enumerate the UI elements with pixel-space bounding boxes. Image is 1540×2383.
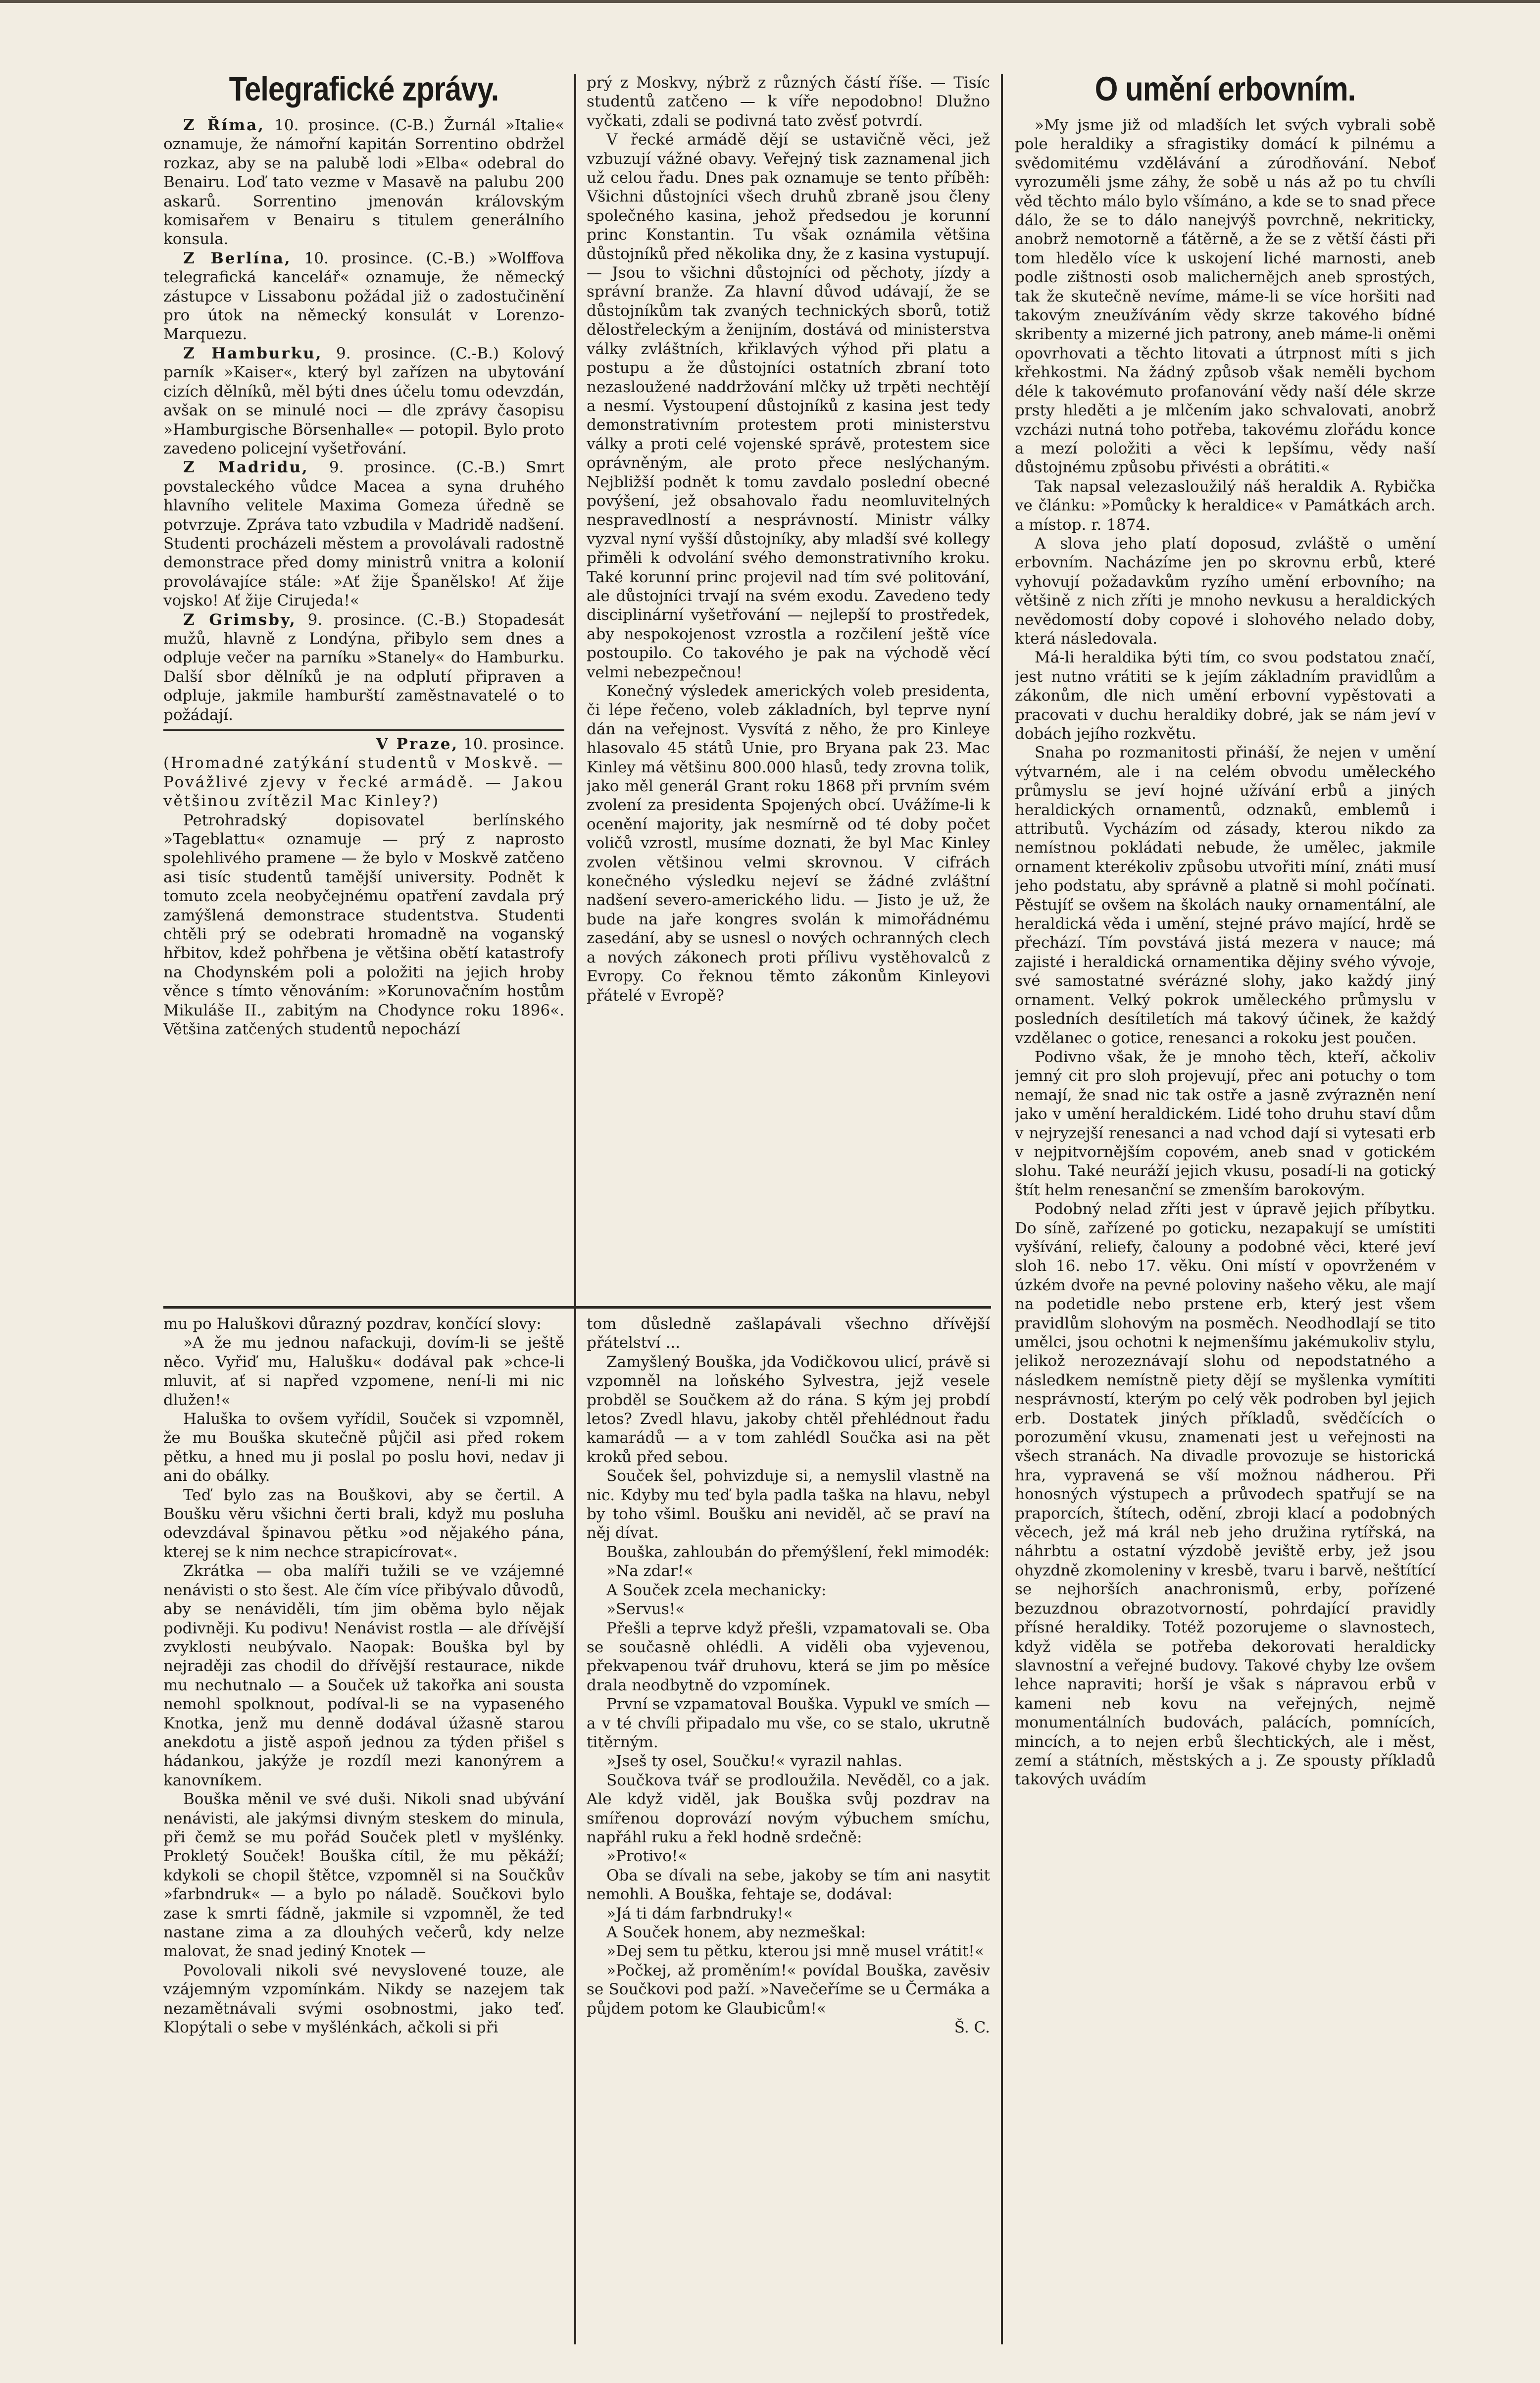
news-grimsby xyxy=(163,610,564,724)
feuilleton-2-para-5: »Na zdar!« xyxy=(606,1562,694,1580)
city-rome: Z Říma, xyxy=(183,116,265,134)
praha-subtitle: (Hromadné zatýkání studentů v Moskvě. — Povážlivé zjevy v řecké armádě. — Jakou většinou zvítězil Mac Kinley?) xyxy=(163,754,564,811)
heraldry-para-6: Podivno však, že je mnoho těch, kteří, ačkoliv jemný cit pro sloh projevují, přec ani potuchy o tom nemají, že snad nic tak ostře a jasně zvýrazněn není jako v umění heraldickém. Lidé toho druhu staví dům v nejryzejší renesanci a nad vchod dají si vytesati erb v nejpitvornějším copovém, aneb snad v gotickém slohu. Také neuráží jejich vkusu, posadí-li na gotický štít helm renesanční se zmenším barokovým. xyxy=(1015,1048,1436,1199)
feuilleton-2-para-10: »Jseš ty osel, Součku!« vyrazil nahlas. xyxy=(606,1752,902,1771)
news-grimsby-text: 9. prosince. (C.-B.) Stopadesát mužů, hlavně z Londýna, přibylo sem dnes a odpluje večer na parníku »Stanely« do Hamburku. Další sbor dělníků je na odplutí připraven a odpluje, jakmile hamburští zaměstnavatelé o to požádají. xyxy=(163,610,564,724)
heraldry-para-3: A slova jeho platí doposud, zvláště o umění erbovním. Nacházíme jen po skrovnu erbů, které vyhovují požadavkům ryzího umění erbovního; na většině z nich zříti je mnoho nevkusu a heraldických nevědomostí doby copové i slohového nelado doby, která následovala. xyxy=(1015,534,1436,648)
news-rome-text: 10. prosince. (C-B.) Žurnál »Italie« oznamuje, že námořní kapitán Sorrentino obdržel rozkaz, aby se na palubě lodi »Elba« odebral do Benairu. Loď tato vezme v Masavě na palubu 200 askarů. Sorrentino jmenován královským komisařem v Benairu s titulem generálního konsula. xyxy=(163,116,564,249)
feuilleton-2-para-13: Oba se dívali na sebe, jakoby se tím ani nasytit nemohli. A Bouška, fehtaje se, dodával: xyxy=(587,1866,990,1904)
feuilleton-2-para-7: »Servus!« xyxy=(606,1600,685,1619)
feuilleton-2-para-17: »Počkej, až proměním!« povídal Bouška, zavěsiv se Součkovi pod paží. »Navečeříme se u Čermáka a půjdem potom ke Glaubicům!« xyxy=(587,1961,990,2018)
feuilleton-2-para-12: »Protivo!« xyxy=(606,1847,688,1866)
news-continued-column xyxy=(587,73,990,1299)
news-hamburg-text: 9. prosince. (C.-B.) Kolový parník »Kaiser«, který byl zařízen na ubytování cizích dělníků, měl býti dnes účelu tomu odevzdán, avšak on se minulé noci — dle zprávy časopisu »Hamburgische Börsenhalle« — potopil. Bylo proto zavedeno policejní vyšetřování. xyxy=(163,344,564,457)
feuilleton-1-para-6: Bouška měnil ve své duši. Nikoli snad ubývání nenávisti, ale jakýmsi divným steskem do minula, při čemž se mu pořád Souček pletl v myšlénky. Prokletý Souček! Bouška cítil, že mu pěkáží; kdykoli se chopil štětce, vzpomněl si na Součkův »farbndruk« — a bylo po náladě. Součkovi bylo zase k smrti fádně, jakmile si vzpomněl, že teď nastane zima a za dlouhých večerů, kdy nelze malovat, že snad jediný Knotek — xyxy=(163,1790,564,1961)
heraldry-para-7: Podobný nelad zříti jest v úpravě jejich příbytku. Do síně, zařízené po goticku, nezapakují se umístiti vyšívání, reliefy, čalouny a podobné věci, které jeví sloh 16. nebo 17. věku. Oni místí v opovrženém v úzkém dvoře na pevné poloviny našeho věku, ale mají na podetidle nebo prstene erb, který jest všem pravidlům slohovým na posměch. Neodhodlají se tito umělci, jsou ochotni k nejmenšímu jakémukoliv stylu, jelikož nerozeznávají slohu od nepodstatného a následkem nemístně piety dějí se myšlenka vymítiti nesprávností, kterým po celý věk podroben byl jejich erb. Dostatek jiných příkladů, svědčících o porozumění vkusu, znamenati jest u veřejnosti na všech stranách. Na divadle provozuje se historická hra, vypravená se vší možnou nádherou. Při honosných výstupech a průvodech spatřují se na praporcích, štítech, odění, zbroji klací a podobných věcech, jež má král neb jeho družina rytířská, na náhrbtu a ostatní výzdobě jeviště erby, jež jsou ohyzdně zkomoleniny v kresbě, tvaru i barvě, neštítící se nejhorších anachronismů, erby, pořízené bezuzdnou obrazotvorností, pohrdající pravidly přísné heraldiky. Totéž pozorujeme o slavnostech, když viděla se potřeba dekorovati heraldicky slavnostní a veřejné budovy. Takové chyby lze ovšem lehce napraviti; horší je však s nápravou erbů v kameni neb kovu na veřejných, nejmě monumentálních budovách, palácích, pomnících, mincích, a to nejen erbů šlechtických, ale i měst, zemí a státních, městských a j. Ze spousty příkladů takových uvádím xyxy=(1015,1200,1436,1789)
feuilleton-2-para-6: A Souček zcela mechanicky: xyxy=(606,1581,827,1599)
city-berlin: Z Berlína, xyxy=(183,249,292,267)
news-berlin-text: 10. prosince. (C.-B.) »Wolffova telegrafická kancelář« oznamuje, že německý zástupce v Lissabonu požádal již o zadostučinění pro útok na německý konsulát v Lorenzo-Marquezu. xyxy=(163,249,564,344)
column-rule-2 xyxy=(1001,74,1003,2344)
heraldry-article-column xyxy=(1015,73,1436,2346)
news-berlin xyxy=(163,249,564,344)
feuilleton-1-para-1: mu po Haluškovi důrazný pozdrav, končící slovy: xyxy=(163,1315,542,1333)
feuilleton-2-para-2: Zamyšlený Bouška, jda Vodičkovou ulicí, právě si vzpomněl na loňského Sylvestra, jejž vesele probděl se Součkem až do rána. S kým jej probdí letos? Zvedl hlavu, jakoby chtěl přehlédnout řadu kamarádů — a v tom zahlédl Součka asi na pět kroků před sebou. xyxy=(587,1353,990,1466)
heraldry-para-1: »My jsme již od mladších let svých vybrali sobě pole heraldiky a sfragistiky domácí k pilnému a svědomitému vzdělávání a zúrodňování. Neboť vyrozuměli jsme záhy, že sobě u nás až po tu chvíli věd těchto málo bylo všímáno, a kde se to snad přece dálo, že se to dálo nanejvýš povrchně, nekriticky, anobrž nemotorně a ťátěrně, a že se z větší části při tom hledělo více k uskojení liché marnosti, aneb podle zištnosti osob malichernějch aneb sprostých, tak že skutečně nevíme, máme-li se více horšiti nad takovým zneužíváním vědy skrze takového bídné skribenty a mizerné jich patrony, aneb máme-li oněmi opovrhovati a těchto litovati a útrpnost míti s jich křehkostmi. Na žádný způsob však neměli bychom déle k takovémuto profanování vědy naší déle skrze prsty hleděti a je mlčením jako schvalovati, anobrž vzcházi nutná toho potřeba, takovému zlořádu konce a mezí položiti a věci k lepšímu, vědy naší důstojnému způsobu přivésti a obrátiti.« xyxy=(1015,116,1436,477)
feuilleton-2-para-11: Součkova tvář se prodloužila. Nevěděl, co a jak. Ale když viděl, jak Bouška svůj pozdrav na smířenou doprovází novým výbuchem smíchu, napřáhl ruku a řekl hodně srdečně: xyxy=(587,1771,990,1846)
feuilleton-2-para-14: »Já ti dám farbndruky!« xyxy=(606,1904,793,1923)
feuilleton-column-1 xyxy=(163,1315,564,2344)
feuilleton-2-para-16: »Dej sem tu pětku, kterou jsi mně musel vrátit!« xyxy=(606,1942,984,1961)
praha-date: 10. prosince. xyxy=(458,735,564,753)
news-moscow-end: prý z Moskvy, nýbrž z různých částí říše. — Tisíc studentů zatčeno — k víře nepodobno! Dlužno vyčkati, zdali se podivná tato zvěsť potvrdí. xyxy=(587,74,990,130)
feuilleton-1-para-5: Zkrátka — oba malíři tužili se ve vzájemné nenávisti o sto šest. Ale čím více přibývalo důvodů, aby se nenáviděli, tím jim oběma bylo nějak podivněji. Ku podivu! Nenávist rostla — ale dřívější zvyklosti neubývalo. Naopak: Bouška byl by nejraději zas chodil do dřívější restaurace, nikde mu nechutnalo — a Souček už takořka ani sousta nemohl spolknout, podíval-li se na vypaseného Knotka, jenž mu denně dodával úžasně starou anekdotu a jistě aspoň jednou za týden přišel s hádankou, jakýže je rozdíl mezi kanonýrem a kanovníkem. xyxy=(163,1562,564,1789)
feuilleton-2-para-3: Souček šel, pohvizduje si, a nemyslil vlastně na nic. Kdyby mu teď byla padla taška na hlavu, nebyl by toho všiml. Boušku ani neviděl, ač se praví na něj dívat. xyxy=(587,1467,990,1542)
praha-heading xyxy=(163,735,564,754)
city-praha: V Praze, xyxy=(376,735,459,753)
praha-divider xyxy=(163,729,564,731)
news-hamburg xyxy=(163,344,564,458)
feuilleton-1-para-3: Haluška to ovšem vyřídil, Souček si vzpomněl, že mu Bouška skutečně půjčil asi před rokem pětku, a hned mu ji poslal po poslu hovi, nedav ji ani do obálky. xyxy=(163,1410,564,1485)
city-grimsby: Z Grimsby, xyxy=(183,610,297,629)
heraldry-para-4: Má-li heraldika býti tím, co svou podstatou značí, jest nutno vrátiti se k jejím základním pravidlům a zákonům, dle nich umění erbovní vypěstovati a pracovati v duchu heraldiky dobré, jak se nám jeví v dobách jejího rozkvětu. xyxy=(1015,649,1436,743)
feuilleton-signature: Š. C. xyxy=(954,2019,990,2037)
news-rome xyxy=(163,116,564,249)
column-rule-1 xyxy=(574,74,576,2344)
telegraph-column xyxy=(163,73,564,1299)
feuilleton-1-para-4: Teď bylo zas na Bouškovi, aby se čertil. A Boušku věru všichni čerti brali, když mu posluha odevzdával špinavou pětku »od nějakého pána, kterej se k nim nechce strapicírovat«. xyxy=(163,1486,564,1561)
city-madrid: Z Madridu, xyxy=(183,458,309,477)
feuilleton-2-para-9: První se vzpamatoval Bouška. Vypukl ve smích — a v té chvíli připadalo mu vše, co se stalo, ukrutně titěrným. xyxy=(587,1695,990,1751)
top-border xyxy=(0,0,1540,3)
city-hamburg: Z Hamburku, xyxy=(183,344,323,362)
heraldry-para-5: Snaha po rozmanitosti přináší, že nejen v umění výtvarném, ale i na celém obvodu uměleckého průmyslu se jeví hojné užívání erbů a jiných heraldických ornamentů, odznaků, emblemů i attributů. Vycházím od zásady, kterou nikdo za nemístnou pokládati nebude, že umělec, jakmile ornament kterékoliv způsobu utvořiti míní, znáti musí jeho podstatu, aby správně a platně si mohl počínati. Pěstujíť se ovšem na školách nauky ornamentální, ale heraldická věda i umění, stejné právo mající, hrdě se přechází. Tím povstává jistá mezera v nauce; má zajisté i heraldická ornamentika dějiny svého vývoje, své samostatné svérázné slohy, jako každý jiný ornament. Velký pokrok uměleckého průmyslu v posledních desítiletích má takový účinek, že každý vzdělanec o gotice, renesanci a rokoku jest poučen. xyxy=(1015,744,1436,1047)
feuilleton-1-para-2: »A že mu jednou nafackuji, dovím-li se ještě něco. Vyřiď mu, Halušku« dodával pak »chce-li mluvit, ať si napřed vzpomene, není-li mi nic dlužen!« xyxy=(163,1334,564,1409)
heraldry-para-2: Tak napsal velezasloužilý náš heraldik A. Rybička ve článku: »Pomůcky k heraldice« v Památkách arch. a místop. r. 1874. xyxy=(1015,477,1436,534)
feuilleton-2-para-1: tom důsledně zašlapávali všechno dřívější přátelství ... xyxy=(587,1315,990,1352)
telegraph-title: Telegrafické zprávy. xyxy=(229,73,499,108)
feuilleton-2-para-15: A Souček honem, aby nezmeškal: xyxy=(606,1924,866,1941)
heraldry-title: O umění erbovním. xyxy=(1094,73,1356,108)
news-madrid-text: 9. prosince. (C.-B.) Smrt povstaleckého vůdce Macea a syna druhého hlavního velitele Maxima Gomeza úředně se potvrzuje. Zpráva tato vzbudila v Madridě nadšení. Studenti procházeli městem a provolávali radostně demonstrace před domy ministrů vnitra a kolonií provolávajíce stále: »Ať žije Španělsko! Ať žije vojsko! Ať žije Cirujeda!« xyxy=(163,458,564,610)
news-greek-army: V řecké armádě dějí se ustavičně věci, jež vzbuzují vážné obavy. Veřejný tisk zaznamenal jich už celou řadu. Dnes pak oznamuje se tento příběh: Všichni důstojníci všech druhů zbraně jsou členy společného kasina, jehož předsedou je korunní princ Konstantin. Tu však oznámila většina důstojníků před několika dny, že z kasina vystupují. — Jsou to všichni důstojníci od pěchoty, jízdy a správní branže. Za hlavní důvod udávají, že se důstojníkům tak zvaných technických sborů, totiž dělostřeleckým a ženijním, dostává od ministerstva války zvláštních, křiklavých výhod při platu a postupu a že důstojníci ostatních zbraní toto nezasloužené naddržování mlčky už trpěti nechtějí a nesmí. Vystoupení důstojníků z kasina jest tedy demonstrativním protestem proti ministerstvu války a proti celé vojenské správě, protestem sice oprávněným, ale proto přece neslýchaným. Nejbližší podnět k tomu zavdalo poslední obecné povýšení, jež obsahovalo řadu neomluvitelných nespravedlností a nesprávností. Ministr války vyzval nyní vyšší důstojníky, aby mladší své kollegy přiměli k odvolání svého demonstrativního kroku. Také korunní princ projevil nad tím své politování, ale důstojníci trvají na svém exodu. Zavedeno tedy disciplinární vyšetřování — nejlepší to prostředek, aby nespokojenost vzrostla a rozčilení ještě více postoupilo. Co takového je pak na východě věcí velmi nebezpečnou! xyxy=(587,131,990,681)
feuilleton-divider xyxy=(163,1306,991,1309)
feuilleton-2-para-8: Přešli a teprve když přešli, vzpamatovali se. Oba se současně ohlédli. A viděli oba vyjevenou, překvapenou tvář druhovu, která se jim po měsíce drala neodbytně do vzpomínek. xyxy=(587,1619,990,1694)
news-madrid xyxy=(163,458,564,610)
feuilleton-column-2 xyxy=(587,1315,990,2344)
feuilleton-2-para-4: Bouška, zahloubán do přemýšlení, řekl mimodék: xyxy=(606,1543,990,1561)
news-american-election: Konečný výsledek amerických voleb presidenta, či lépe řečeno, voleb základních, byl teprve nyní dán na veřejnost. Vysvítá z něho, že pro Kinleye hlasovalo 45 států Unie, pro Bryana pak 23. Mac Kinley má většinu 800.000 hlasů, tedy zrovna tolik, jako měl generál Grant roku 1868 při prvním svém zvolení za presidenta Spojených obcí. Uvážíme-li k ocenění majority, jak nesmírně od té doby počet voličů vzrostl, musíme doznati, že byl Mac Kinley zvolen většinou velmi skrovnou. V cifrách konečného výsledku nejeví se žádné zvláštní nadšení severo-amerického lidu. — Jisto je už, že bude na jaře kongres svolán k mimořádnému zasedání, aby se usnesl o nových ochranných clech a nových zákonech proti přílivu vystěhovalců z Evropy. Co řeknou těmto zákonům Kinleyovi přátelé v Evropě? xyxy=(587,682,990,1005)
feuilleton-1-para-7: Povolovali nikoli své nevyslovené touze, ale vzájemným vzpomínkám. Nikdy se nazejem tak nezamětnávali svými osobnostmi, jako teď. Klopýtali o sebe v myšlénkách, ačkoli si při xyxy=(163,1961,564,2037)
praha-text: Petrohradský dopisovatel berlínského »Tageblattu« oznamuje — prý z naprosto spolehlivého pramene — že bylo v Moskvě zatčeno asi tisíc studentů tamější university. Podnět k tomuto zcela neobyčejnému opatření zavdala prý zamýšlená demonstrace studentstva. Studenti chtěli prý se odebrati hromadně na voganský hřbitov, kdež pohřbena je většina obětí katastrofy na Chodynském poli a položiti na jejich hroby věnce s tímto věnováním: »Korunovačním hostům Mikuláše II., zabitým na Chodynce roku 1896«. Většina zatčených studentů nepochází xyxy=(163,811,564,1039)
